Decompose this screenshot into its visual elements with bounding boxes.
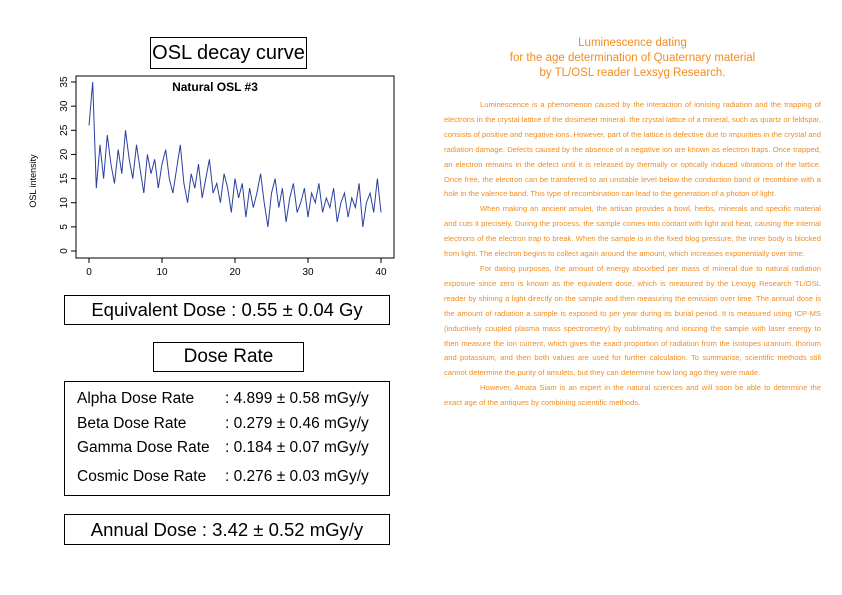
osl-series-line [89, 82, 381, 227]
dose-rate-label: Beta Dose Rate [77, 415, 187, 432]
article-body [444, 98, 821, 411]
x-tick-label: 10 [156, 267, 168, 278]
y-tick-label: 0 [59, 248, 70, 254]
paragraph: When making an ancient amulet, the artisan provides a bowl, herbs, minerals and specific material and cuts it precisely. During the process, the sample comes into contact with light and heat, causing the internal electrons of the electron trap to break. When the sample is in the fixed blog pressure, the inner body is blocked from light. The electron begins to collect again around the amount, which increases exponentially over time. [444, 204, 821, 259]
osl-title-box [150, 37, 307, 69]
paragraph: For dating purposes, the amount of energy absorbed per mass of mineral due to natural radiation exposure since zero is known as the equivalent dose, which is measured by the Lexsyg Research TL/OSL reader by shining a light directly on the sample and then measuring the emission over time. The annual dose is the amount of radiation a sample is exposed to per year during its burial period. It is measured using ICP-MS (inductively coupled plasma mass spectrometry) by sublimating and ionizing the sample with laser energy to then measure the ion current, which gives the exact proportion of radiation from the isotopes uranium, thorium and potassium, and then both values are used for further calculation. To summarise, scientific methods still cannot determine the purity of amulets, but they can determine how long ago they were made. [444, 263, 821, 378]
y-axis-label: OSL intensity [28, 154, 38, 208]
paragraph: Luminescence is a phenomenon caused by the interaction of ionising radiation and the trapping of electrons in the crystal lattice of the dosimeter mineral. the crystal lattice of a mineral, such as quartz or feldspar, consists of positive and negative ions. However, part of the lattice is defective due to impurities in the crystal and radiation damage. Defects caused by the absence of a negative ion are known as electron traps. Once trapped, an electron remains in the defect until it is released by thermally or optically induced vibrations of the lattice. Once free, the electron can be transferred to an unstable level below the conduction band or recombine with a hole in the valence band. This type of recombination can lead to the generation of a photon of light. [444, 100, 821, 199]
paragraph: However, Amata Siam is an expert in the natural sciences and will soon be able to determine the exact age of the antiques by combining scientific methods. [444, 383, 821, 408]
dose-rate-value: : 4.899 ± 0.58 mGy/y [225, 390, 369, 407]
article-heading [444, 36, 821, 81]
y-tick-label: 10 [59, 197, 70, 209]
plot-frame [76, 76, 394, 258]
dose-rate-label: Gamma Dose Rate [77, 439, 210, 456]
chart-title: Natural OSL #3 [172, 80, 258, 94]
dose-rate-value: : 0.184 ± 0.07 mGy/y [225, 439, 369, 456]
dose-rate-title: Dose Rate [183, 346, 274, 367]
equivalent-dose-box [64, 295, 390, 325]
heading-line: by TL/OSL reader Lexsyg Research. [539, 67, 726, 79]
article [444, 36, 821, 411]
y-tick-label: 5 [59, 224, 70, 230]
dose-rate-value: : 0.279 ± 0.46 mGy/y [225, 415, 369, 432]
y-tick-label: 20 [59, 148, 70, 160]
heading-line: Luminescence dating [578, 37, 687, 49]
osl-title: OSL decay curve [152, 41, 305, 64]
annual-dose-box [64, 514, 390, 545]
x-tick-label: 0 [86, 267, 92, 278]
equivalent-dose: Equivalent Dose : 0.55 ± 0.04 Gy [91, 299, 363, 320]
y-tick-label: 30 [59, 100, 70, 112]
dose-rate-value: : 0.276 ± 0.03 mGy/y [225, 468, 369, 485]
y-tick-label: 35 [59, 76, 70, 88]
dose-rate-label: Cosmic Dose Rate [77, 468, 207, 485]
annual-dose: Annual Dose : 3.42 ± 0.52 mGy/y [90, 518, 364, 540]
y-tick-label: 15 [59, 173, 70, 185]
osl-chart [26, 72, 398, 284]
dose-rate-title-box [153, 342, 304, 372]
dose-rate-label: Alpha Dose Rate [77, 390, 195, 407]
dose-rate-table [64, 381, 390, 496]
heading-line: for the age determination of Quaternary material [509, 52, 756, 64]
x-tick-label: 40 [375, 267, 387, 278]
x-tick-label: 20 [229, 267, 241, 278]
y-tick-label: 25 [59, 124, 70, 136]
x-tick-label: 30 [302, 267, 314, 278]
osl-chart-svg [26, 72, 398, 284]
